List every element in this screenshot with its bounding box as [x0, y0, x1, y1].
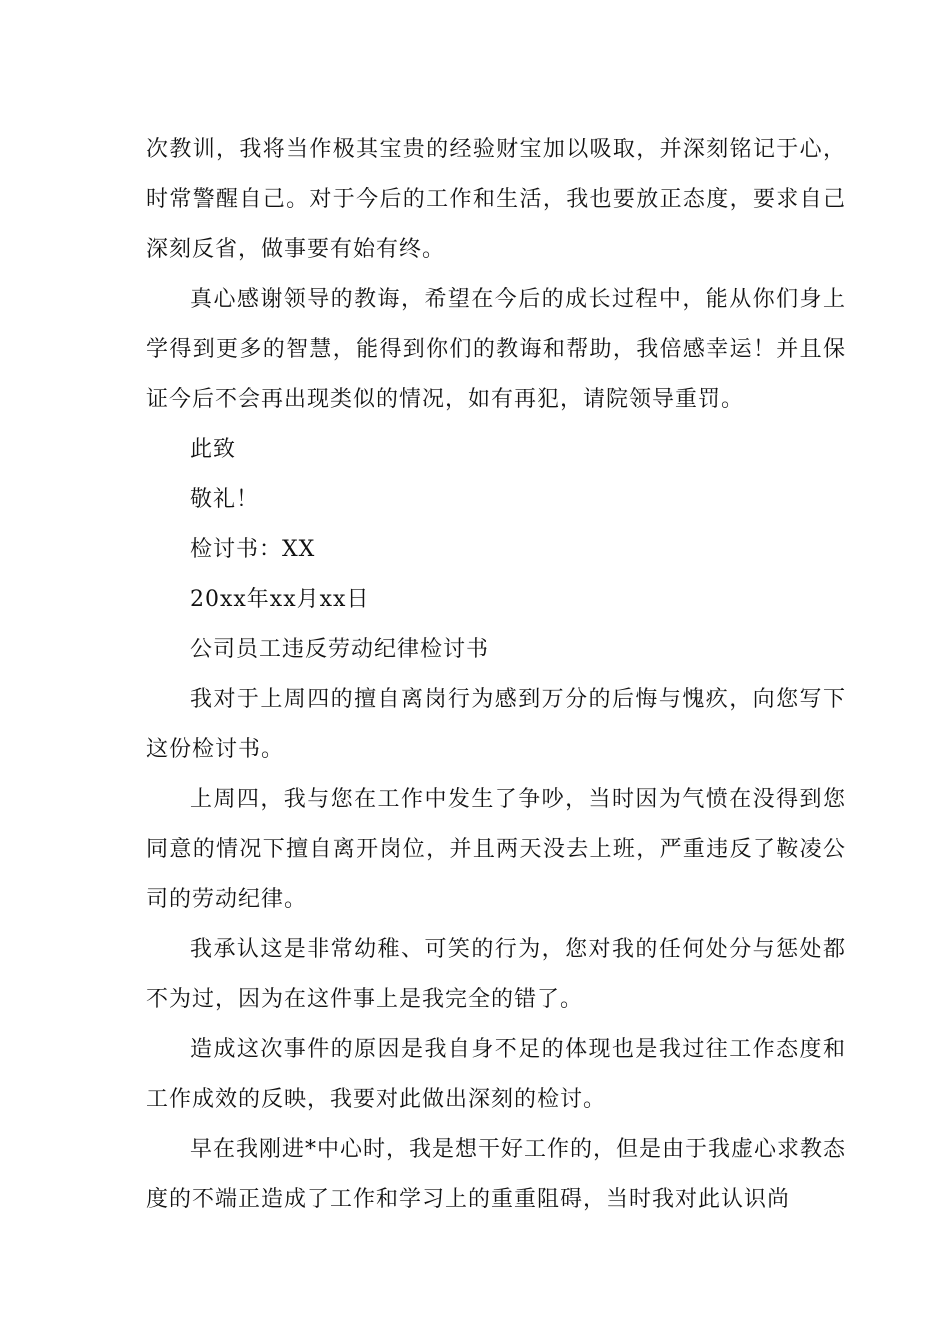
paragraph-history: 早在我刚进*中心时，我是想干好工作的，但是由于我虚心求教态度的不端正造成了工作和学习上的重重阻碍，当时我对此认识尚 — [146, 1137, 847, 1212]
paragraph-continuation: 次教训，我将当作极其宝贵的经验财宝加以吸取，并深刻铭记于心，时常警醒自己。对于今后的工作和生活，我也要放正态度，要求自己深刻反省，做事要有始有终。 — [146, 137, 846, 262]
document-body — [146, 125, 846, 1225]
paragraph-thanks: 真心感谢领导的教诲，希望在今后的成长过程中，能从你们身上学得到更多的智慧，能得到你们的教诲和帮助，我倍感幸运！并且保证今后不会再出现类似的情况，如有再犯，请院领导重罚。 — [146, 287, 846, 412]
closing-regards: 敬礼！ — [190, 487, 260, 512]
paragraph-admission: 我承认这是非常幼稚、可笑的行为，您对我的任何处分与惩处都不为过，因为在这件事上是我完全的错了。 — [146, 937, 846, 1012]
date-line: 20xx年xx月xx日 — [190, 587, 370, 612]
section-title: 公司员工违反劳动纪律检讨书 — [190, 637, 490, 662]
paragraph-intro: 我对于上周四的擅自离岗行为感到万分的后悔与愧疚，向您写下这份检讨书。 — [146, 687, 846, 762]
signature-line: 检讨书：XX — [190, 537, 316, 562]
closing-salutation: 此致 — [190, 437, 237, 462]
paragraph-incident: 上周四，我与您在工作中发生了争吵，当时因为气愤在没得到您同意的情况下擅自离开岗位，并且两天没去上班，严重违反了鞍凌公司的劳动纪律。 — [146, 787, 846, 912]
paragraph-cause: 造成这次事件的原因是我自身不足的体现也是我过往工作态度和工作成效的反映，我要对此做出深刻的检讨。 — [146, 1037, 846, 1112]
